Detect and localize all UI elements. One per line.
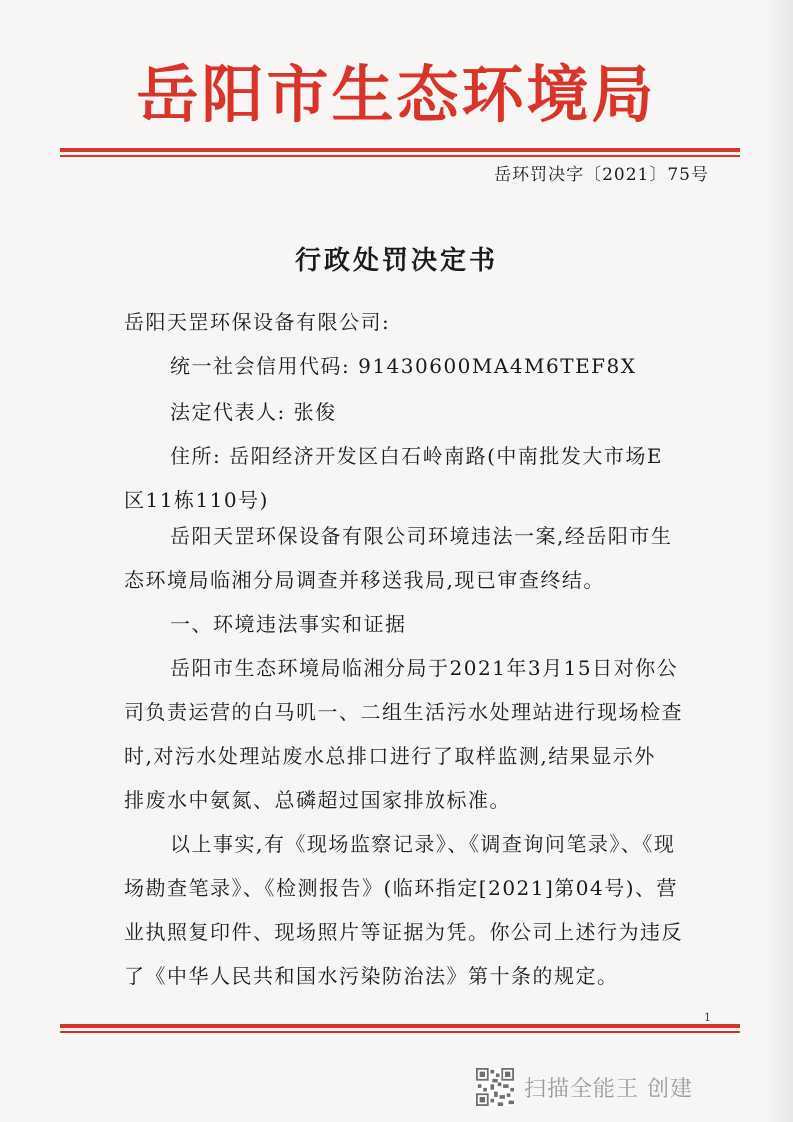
watermark-text: 扫描全能王 创建 (524, 1076, 693, 1102)
paragraph-line: 业执照复印件、现场照片等证据为凭。你公司上述行为违反 (124, 920, 683, 944)
section-heading: 一、环境违法事实和证据 (170, 612, 407, 636)
legal-representative: 法定代表人: 张俊 (170, 400, 337, 424)
document-title: 行政处罚决定书 (294, 246, 498, 276)
paragraph-line: 岳阳市生态环境局临湘分局于2021年3月15日对你公 (170, 656, 679, 680)
paragraph-line: 场勘查笔录》、《检测报告》(临环指定[2021]第04号)、营 (124, 876, 679, 900)
page-edge-shadow (765, 0, 793, 1122)
page-number: 1 (704, 1011, 711, 1024)
paragraph-line: 排废水中氨氮、总磷超过国家排放标准。 (124, 788, 511, 812)
agency-header: 岳阳市生态环境局 (136, 58, 657, 131)
document-number: 岳环罚决字〔2021〕75号 (494, 165, 709, 185)
paragraph-line: 时,对污水处理站废水总排口进行了取样监测,结果显示外 (124, 744, 656, 768)
intro-line: 态环境局临湘分局调查并移送我局,现已审查终结。 (124, 568, 605, 592)
paragraph-line: 了《中华人民共和国水污染防治法》第十条的规定。 (124, 964, 619, 988)
paragraph-line: 司负责运营的白马叽一、二组生活污水处理站进行现场检查 (124, 700, 683, 724)
address-line: 区11栋110号) (124, 488, 269, 512)
footer-red-rule (60, 1024, 740, 1033)
address-line: 住所: 岳阳经济开发区白石岭南路(中南批发大市场E (170, 444, 663, 468)
party-name: 岳阳天罡环保设备有限公司: (124, 310, 391, 334)
credit-code: 统一社会信用代码: 91430600MA4M6TEF8X (170, 354, 637, 378)
scanner-watermark (476, 1068, 693, 1106)
intro-line: 岳阳天罡环保设备有限公司环境违法一案,经岳阳市生 (170, 524, 673, 548)
qr-code-icon (476, 1068, 514, 1106)
header-red-rule (60, 148, 740, 157)
paragraph-line: 以上事实,有《现场监察记录》、《调查询问笔录》、《现 (170, 832, 676, 856)
